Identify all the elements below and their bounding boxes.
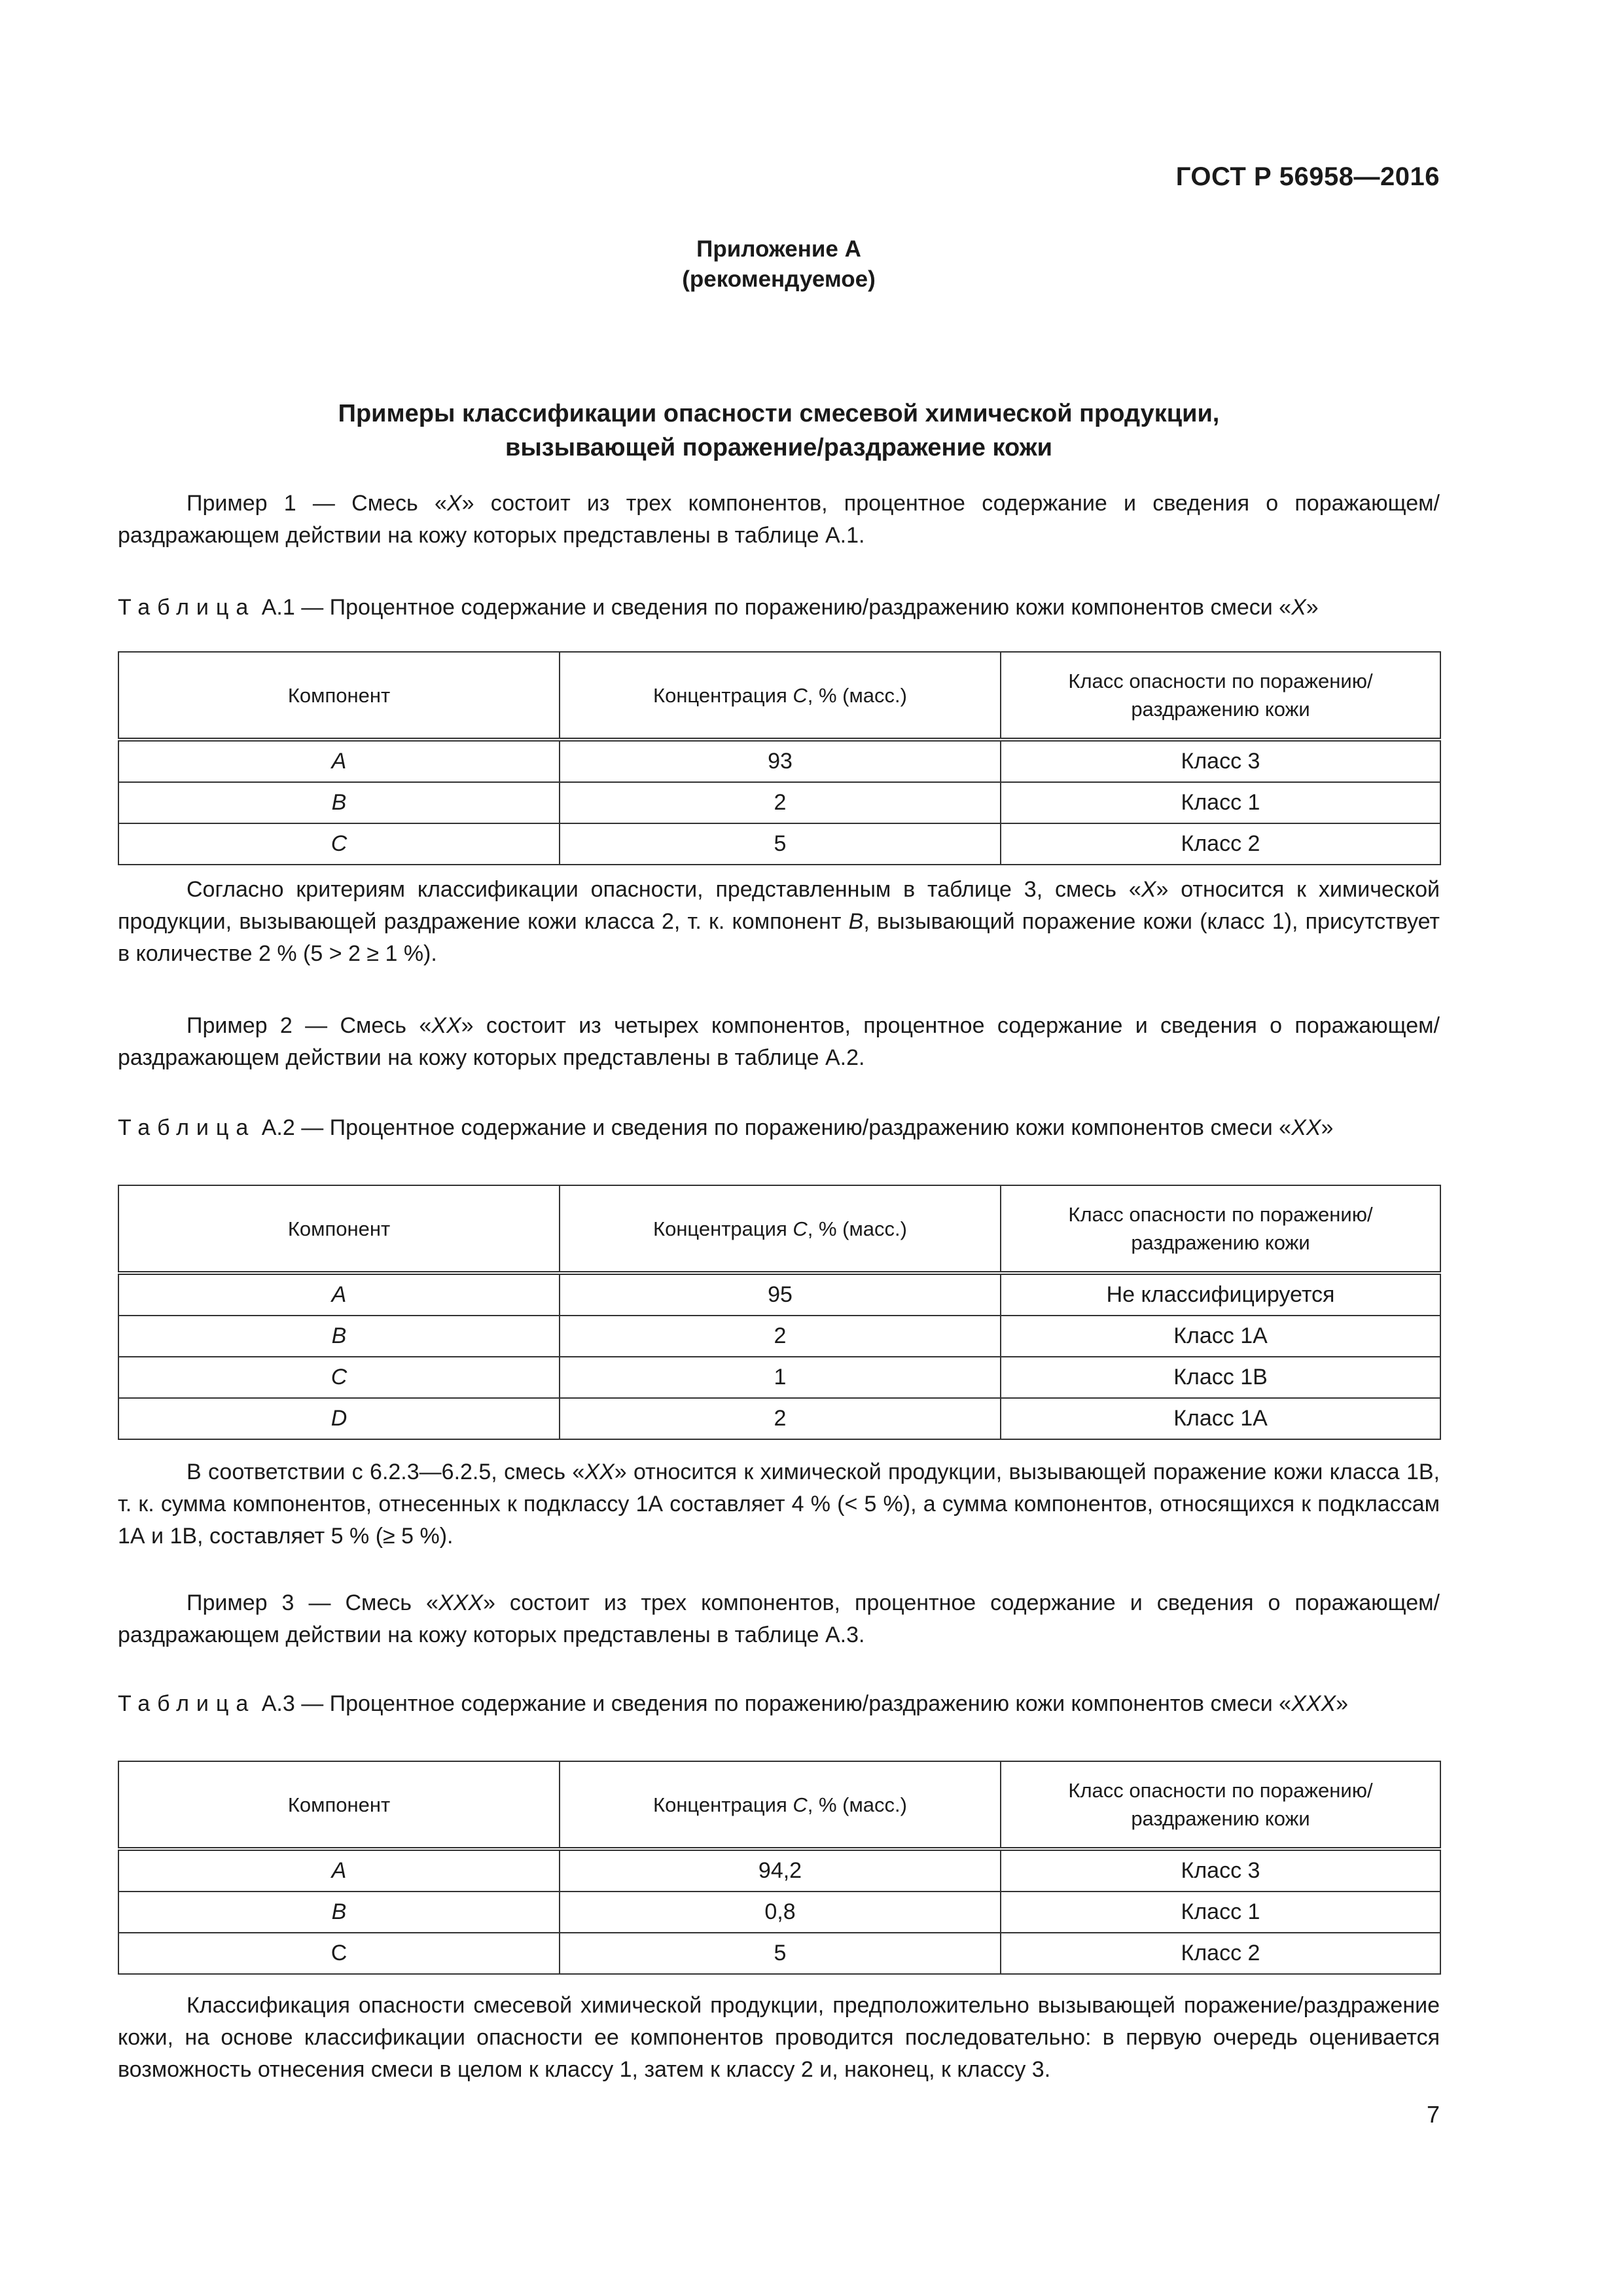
cell-concentration: 5 — [560, 1933, 1001, 1974]
document-page — [118, 0, 1440, 2296]
cell-component: A — [118, 1849, 560, 1892]
example-3-conclusion: Классификация опасности смесевой химической продукции, предположительно вызывающей поражение/раздражение кожи, на основе классификации опасности ее компонентов проводится последовательно: в первую очередь оценивается возможность отнесения смеси в целом к классу 1, затем к классу 2 и, наконец, к классу 3. — [118, 1993, 1440, 2082]
header-concentration: Концентрация С, % (масс.) — [560, 652, 1001, 740]
cell-hazard-class: Класс 1А — [1001, 1398, 1440, 1439]
page-number: 7 — [1426, 2101, 1440, 2128]
table-a2 — [118, 1185, 1441, 1440]
cell-component: B — [118, 1316, 560, 1357]
document-code: ГОСТ Р 56958—2016 — [1175, 162, 1440, 191]
section-title — [118, 397, 1440, 465]
appendix-heading — [118, 234, 1440, 295]
table-row — [118, 823, 1440, 865]
cell-concentration: 93 — [560, 740, 1001, 782]
cell-concentration: 95 — [560, 1273, 1001, 1316]
cell-component: D — [118, 1398, 560, 1439]
example-1-conclusion: Согласно критериям классификации опасности, представленным в таблице 3, смесь «X» относится к химической продукции, вызывающей раздражение кожи класса 2, т. к. компонент B, вызывающий поражение кожи (класс 1), присутствует в количестве 2 % (5 > 2 ≥ 1 %). — [118, 877, 1440, 966]
cell-hazard-class: Класс 3 — [1001, 1849, 1440, 1892]
cell-component: C — [118, 823, 560, 865]
cell-component: A — [118, 1273, 560, 1316]
cell-component: C — [118, 1933, 560, 1974]
cell-concentration: 0,8 — [560, 1892, 1001, 1933]
cell-hazard-class: Класс 1 — [1001, 782, 1440, 823]
cell-hazard-class: Класс 1А — [1001, 1316, 1440, 1357]
header-hazard-class: Класс опасности по поражению/ раздражению кожи — [1001, 1185, 1440, 1273]
cell-hazard-class: Класс 3 — [1001, 740, 1440, 782]
table-row — [118, 740, 1440, 782]
cell-component: A — [118, 740, 560, 782]
cell-hazard-class: Класс 2 — [1001, 1933, 1440, 1974]
cell-concentration: 2 — [560, 782, 1001, 823]
table-row — [118, 1316, 1440, 1357]
appendix-status: (рекомендуемое) — [682, 266, 876, 292]
example-2-conclusion: В соответствии с 6.2.3—6.2.5, смесь «XX» относится к химической продукции, вызывающей поражение кожи класса 1В, т. к. сумма компонентов, отнесенных к подклассу 1А составляет 4 % (< 5 %), а сумма компонентов, относящихся к подклассам 1А и 1В, составляет 5 % (≥ 5 %). — [118, 1460, 1440, 1549]
cell-component: B — [118, 782, 560, 823]
cell-concentration: 94,2 — [560, 1849, 1001, 1892]
cell-concentration: 2 — [560, 1398, 1001, 1439]
section-title-line-2: вызывающей поражение/раздражение кожи — [505, 434, 1053, 461]
example-1-intro: Пример 1 — Смесь «X» состоит из трех компонентов, процентное содержание и сведения о поражающем/раздражающем действии на кожу которых представлены в таблице А.1. — [118, 491, 1440, 548]
cell-hazard-class: Класс 2 — [1001, 823, 1440, 865]
table-a2-caption: Таблица А.2 — Процентное содержание и сведения по поражению/раздражению кожи компонентов смеси «XX» — [118, 1115, 1334, 1140]
table-row — [118, 782, 1440, 823]
cell-hazard-class: Класс 1 — [1001, 1892, 1440, 1933]
header-concentration: Концентрация С, % (масс.) — [560, 1761, 1001, 1849]
table-header-row — [118, 1185, 1440, 1273]
table-a1 — [118, 651, 1441, 865]
header-hazard-class: Класс опасности по поражению/ раздражению кожи — [1001, 1761, 1440, 1849]
table-row — [118, 1273, 1440, 1316]
header-component: Компонент — [118, 1185, 560, 1273]
table-header-row — [118, 652, 1440, 740]
header-component: Компонент — [118, 1761, 560, 1849]
appendix-label: Приложение А — [696, 236, 861, 262]
cell-hazard-class: Не классифицируется — [1001, 1273, 1440, 1316]
example-2-intro: Пример 2 — Смесь «XX» состоит из четырех компонентов, процентное содержание и сведения о поражающем/раздражающем действии на кожу которых представлены в таблице А.2. — [118, 1013, 1440, 1070]
header-component: Компонент — [118, 652, 560, 740]
table-a3-caption: Таблица А.3 — Процентное содержание и сведения по поражению/раздражению кожи компонентов смеси «XXX» — [118, 1691, 1349, 1716]
cell-component: C — [118, 1357, 560, 1398]
table-row — [118, 1398, 1440, 1439]
table-row — [118, 1357, 1440, 1398]
table-row — [118, 1892, 1440, 1933]
cell-concentration: 1 — [560, 1357, 1001, 1398]
table-row — [118, 1933, 1440, 1974]
table-header-row — [118, 1761, 1440, 1849]
header-concentration: Концентрация С, % (масс.) — [560, 1185, 1001, 1273]
cell-component: B — [118, 1892, 560, 1933]
header-hazard-class: Класс опасности по поражению/ раздражению кожи — [1001, 652, 1440, 740]
section-title-line-1: Примеры классификации опасности смесевой химической продукции, — [338, 400, 1220, 427]
example-3-intro: Пример 3 — Смесь «XXX» состоит из трех компонентов, процентное содержание и сведения о поражающем/раздражающем действии на кожу которых представлены в таблице А.3. — [118, 1590, 1440, 1647]
table-row — [118, 1849, 1440, 1892]
cell-concentration: 5 — [560, 823, 1001, 865]
cell-concentration: 2 — [560, 1316, 1001, 1357]
table-a3 — [118, 1761, 1441, 1975]
cell-hazard-class: Класс 1В — [1001, 1357, 1440, 1398]
table-a1-caption: Таблица А.1 — Процентное содержание и сведения по поражению/раздражению кожи компонентов смеси «X» — [118, 595, 1319, 620]
